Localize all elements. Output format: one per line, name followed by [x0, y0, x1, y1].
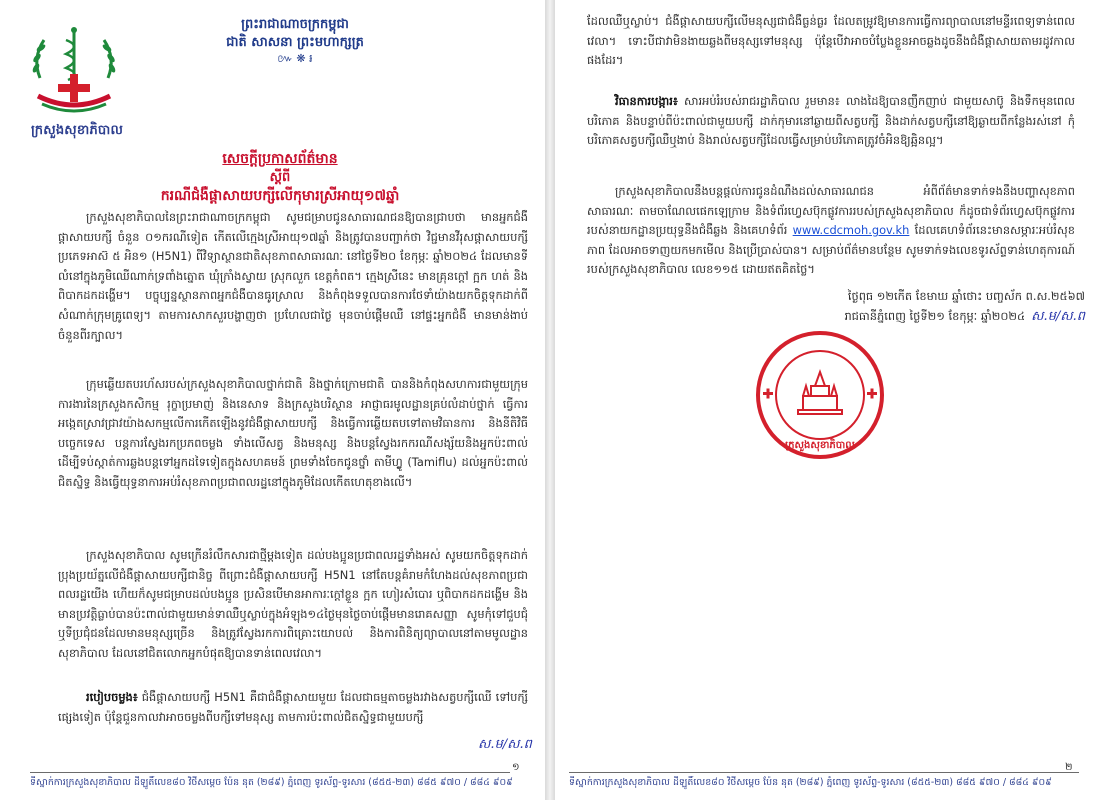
- paragraph-1: ក្រសួងសុខាភិបាលនៃព្រះរាជាណាចក្រកម្ពុជា សូមជម្រាបជូនសាធារណជនឱ្យបានជ្រាបថា មានអ្នកជំងឺផ្តាសាយបក្សី ចំនួន ០១ករណីទៀត កើតលើក្មេងស្រីអាយុ១៧ឆ្នាំ និងត្រូវបានបញ្ជាក់ថា វិជ្ជមានវីរុសផ្តាសាយបក្សី ប្រភេទអាស៊ ៥ អិន១ (H5N1) ពីវិទ្យាស្ថានជាតិសុខភាពសាធារណៈ នៅថ្ងៃទី២០ ខែកុម្ភៈ ឆ្នាំ២០២៤ ដែលមានទីលំនៅក្នុងភូមិឈើណាក់ទ្រពាំងត្នោត ឃុំក្រាំងស្វាយ ស្រុកលួក ខេត្តកំពត។ ក្មេងស្រីនេះ មានគ្រុនក្តៅ ក្អក ហត់ និងពិបាកដកដង្ហើម។ បច្ចុប្បន្នស្ថានភាពអ្នកជំងឺបានធូរស្រាល និងកំពុងទទួលបានការថែទាំយ៉ាងយកចិត្តទុកដាក់ពីសំណាក់ក្រុមគ្រូពេទ្យ។ តាមការសាកសួរបង្ហាញថា ប្រហែលជាថ្ងៃ មុនចាប់ផ្តើមឈឺ នៅផ្ទះអ្នកជំងឺ មានមាន់ងាប់ចំនួនពីរក្បាល។: [58, 210, 528, 342]
- ornament-divider: ៚ ❋ ៛: [277, 52, 313, 65]
- ministry-logo-icon: [18, 18, 130, 118]
- seal-text: ក្រសួងសុខាភិបាល: [785, 440, 855, 451]
- ministry-name: ក្រសួងសុខាភិបាល: [30, 123, 124, 138]
- official-seal-icon: [753, 328, 887, 462]
- footer-address: ទីស្នាក់ការក្រសួងសុខាភិបាល ដីឡូតិ៍លេខ៨០ វិថីសម្តេច ប៉ែន នុត (២៨៩) ភ្នំពេញ ទូរស័ព្ទ-ទូរសារ (៨៥៥-២៣) ៨៨៥ ៩៧០ / ៨៨៤ ៩០៩: [30, 777, 513, 788]
- information-text: ក្រសួងសុខាភិបាលនឹងបន្តផ្តល់ការជូនដំណឹងដល់សាធារណជន អំពីព័ត៌មានទាក់ទងនឹងបញ្ហាសុខភាពសាធារណៈ តាមចាណែលផេកឡេក្រាម និងទំព័រហ្វេសប៊ុកផ្លូវការរបស់ក្រសួងសុខាភិបាល ក៏ដូចជាទំព័រហ្វេសប៊ុកផ្លូវការរបស់នាយកដ្ឋានប្រយុទ្ធនឹងជំងឺឆ្លង និងគេហទំព័រ: [587, 184, 1075, 238]
- page-number-2: ២: [1065, 762, 1073, 773]
- kingdom-title: ព្រះរាជាណាចក្រកម្ពុជា: [241, 17, 349, 32]
- letterhead: [170, 16, 420, 66]
- paragraph-information: [587, 182, 1075, 280]
- paragraph-2: ក្រុមឆ្លើយតបរហ័សរបស់ក្រសួងសុខាភិបាលថ្នាក់ជាតិ និងថ្នាក់ក្រោមជាតិ បាននិងកំពុងសហការជាមួយក្រុមការងារនៃក្រសួងកសិកម្ម រុក្ខាប្រមាញ់ និងនេសាទ និងក្រសួងបរិស្ថាន អាជ្ញាធរមូលដ្ឋានគ្រប់លំដាប់ថ្នាក់ ធ្វើការអង្កេតស្រាវជ្រាវយ៉ាងសកម្មលើការកើតឡើងនូវជំងឺផ្តាសាយបក្សី និងធ្វើការឆ្លើយតបទៅតាមវិធានការ និងនីតិវិធីបច្ចេកទេស បន្តការស្វែងរកប្រភពចម្លង ទាំងលើសត្វ និងមនុស្ស និងបន្តស្វែងរកករណីសង្ស័យនិងអ្នកប៉ះពាល់ដើម្បីទប់ស្កាត់ការឆ្លងបន្តទៅអ្នកដទៃទៀតក្នុងសហគមន៍ ព្រមទាំងចែកជូនថ្នាំ តាមីហ្វ្លូ (Tamiflu) ដល់អ្នកប៉ះពាល់ជិតស្និទ្ធ និងធ្វើយុទ្ធនាការអប់រំសុខភាពប្រជាពលរដ្ឋនៅក្នុងភូមិដែលកើតហេតុខាងលើ។: [58, 377, 528, 489]
- paragraph-transmission: [58, 688, 528, 727]
- paragraph-3: ក្រសួងសុខាភិបាល សូមក្រើនរំលឹកសារជាថ្មីម្តងទៀត ដល់បងប្អូនប្រជាពលរដ្ឋទាំងអស់ សូមយកចិត្តទុកដាក់ប្រុងប្រយ័ត្នលើជំងឺផ្តាសាយបក្សីជានិច្ច ពីព្រោះជំងឺផ្តាសាយបក្សី H5N1 នៅតែបន្តគំរាមកំហែងដល់សុខភាពប្រជាពលរដ្ឋយើង ហើយក៏សូមជម្រាបដល់បងប្អូន ប្រសិនបើមានអាការៈក្តៅខ្លួន ក្អក ហៀរសំបោរ ឬពិបាកដកដង្ហើម និងមានប្រវត្តិធ្លាប់បានប៉ះពាល់ជាមួយមាន់ទាឈឺឬស្លាប់ក្នុងអំឡុង១៤ថ្ងៃមុនថ្ងៃចាប់ផ្តើមមានរោគសញ្ញា សូមកុំទៅជួបជុំ ឬទីប្រជុំជនដែលមានមនុស្សច្រើន និងត្រូវស្វែងរកការពិគ្រោះយោបល់ និងការពិនិត្យព្យាបាលនៅតាមមូលដ្ឋានសុខាភិបាល ដែលនៅជិតលោកអ្នកបំផុតឱ្យបានទាន់ពេលវេលា។: [58, 548, 528, 660]
- transmission-text: ជំងឺផ្តាសាយបក្សី H5N1 គឺជាជំងឺផ្តាសាយមួយ ដែលជាធម្មតាចម្លងរវាងសត្វបក្សីឈើ ទៅបក្សីផ្សេងទៀត ប៉ុន្តែជួនកាលវាអាចចម្លងពីបក្សីទៅមនុស្ស តាមការប៉ះពាល់ជិតស្និទ្ធជាមួយបក្សី: [58, 690, 528, 724]
- initials-signature: ស.ម/ស.ព: [478, 737, 532, 752]
- solar-date: រាជធានីភ្នំពេញ ថ្ងៃទី២១ ខែកុម្ភៈ ឆ្នាំ២០២៤: [844, 308, 1026, 323]
- title-line-2: ស្តីពី: [269, 170, 291, 185]
- paragraph-prevention: [587, 92, 1075, 151]
- page-1: [0, 0, 545, 800]
- title-line-3: ករណីជំងឺផ្តាសាយបក្សីលើកុមារស្រីអាយុ១៧ឆ្នាំ: [160, 188, 400, 204]
- footer-divider: [30, 772, 510, 773]
- page-number: ១: [512, 762, 520, 773]
- information-text-2: ដែលគេហទំព័រនេះមានសម្ភារៈអប់រំសុខភាព ដែលអាចទាញយកមកមើល និងប្រើប្រាស់បាន។ សម្រាប់ព័ត៌មានបន្ថែម សូមទាក់ទងលេខទូរស័ព្ទទាន់ហេតុការណ៍របស់ក្រសួងសុខាភិបាល លេខ១១៥ ដោយឥតគិតថ្លៃ។: [587, 223, 1075, 277]
- date-block: [765, 287, 1085, 326]
- date-signature: ស.ម/ស.ព: [1031, 308, 1085, 324]
- title-line-1: សេចក្តីប្រកាសព័ត៌មាន: [222, 151, 338, 167]
- page-gutter: [545, 0, 555, 800]
- paragraph-continued: ដែលឈឺឬស្លាប់។ ជំងឺផ្តាសាយបក្សីលើមនុស្សជាជំងឺធ្ងន់ធ្ងរ ដែលតម្រូវឱ្យមានការធ្វើការព្យាបាលនៅមន្ទីរពេទ្យទាន់ពេលវេលា។ ទោះបីជាវាមិនងាយឆ្លងពីមនុស្សទៅមនុស្ស ប៉ុន្តែបើវាអាចបំប្លែងខ្លួនអាចឆ្លងដូចនឹងជំងឺផ្តាសាយតាមរដូវកាលផងដែរ។: [587, 14, 1075, 68]
- footer-address-2: ទីស្នាក់ការក្រសួងសុខាភិបាល ដីឡូតិ៍លេខ៨០ វិថីសម្តេច ប៉ែន នុត (២៨៩) ភ្នំពេញ ទូរស័ព្ទ-ទូរសារ (៨៥៥-២៣) ៨៨៥ ៩៧០ / ៨៨៤ ៩០៩: [569, 777, 1052, 788]
- prevention-heading: វិធានការបង្ការ៖: [615, 94, 678, 108]
- prevention-text: សារអប់រំរបស់រាជរដ្ឋាភិបាល រួមមាន៖ លាងដៃឱ្យបានញឹកញាប់ ជាមួយសាប៊ូ និងទឹកមុនពេលបរិភោគ និងបន្ទាប់ពីប៉ះពាល់ជាមួយបក្សី ដាក់កុមារនៅឆ្ងាយពីសត្វបក្សី និងដាក់សត្វបក្សីនៅឱ្យឆ្ងាយពីកន្លែងរស់នៅ កុំបរិភោគសត្វបក្សីឈឺឬងាប់ និងរាល់សត្វបក្សីដែលធ្វើសម្រាប់បរិភោគត្រូវចំអិនឱ្យឆ្អិនល្អ។: [587, 94, 1075, 148]
- document-title: [60, 150, 500, 206]
- website-link[interactable]: www.cdcmoh.gov.kh: [792, 223, 910, 238]
- national-motto: ជាតិ សាសនា ព្រះមហាក្សត្រ: [226, 35, 364, 50]
- footer-divider-2: [569, 772, 1079, 773]
- transmission-heading: របៀបចម្លង៖: [86, 690, 138, 704]
- lunar-date: ថ្ងៃពុធ ១២កើត ខែមាឃ ឆ្នាំថោះ បញ្ចស័ក ព.ស.២៥៦៧: [847, 289, 1085, 303]
- page-2: [555, 0, 1100, 800]
